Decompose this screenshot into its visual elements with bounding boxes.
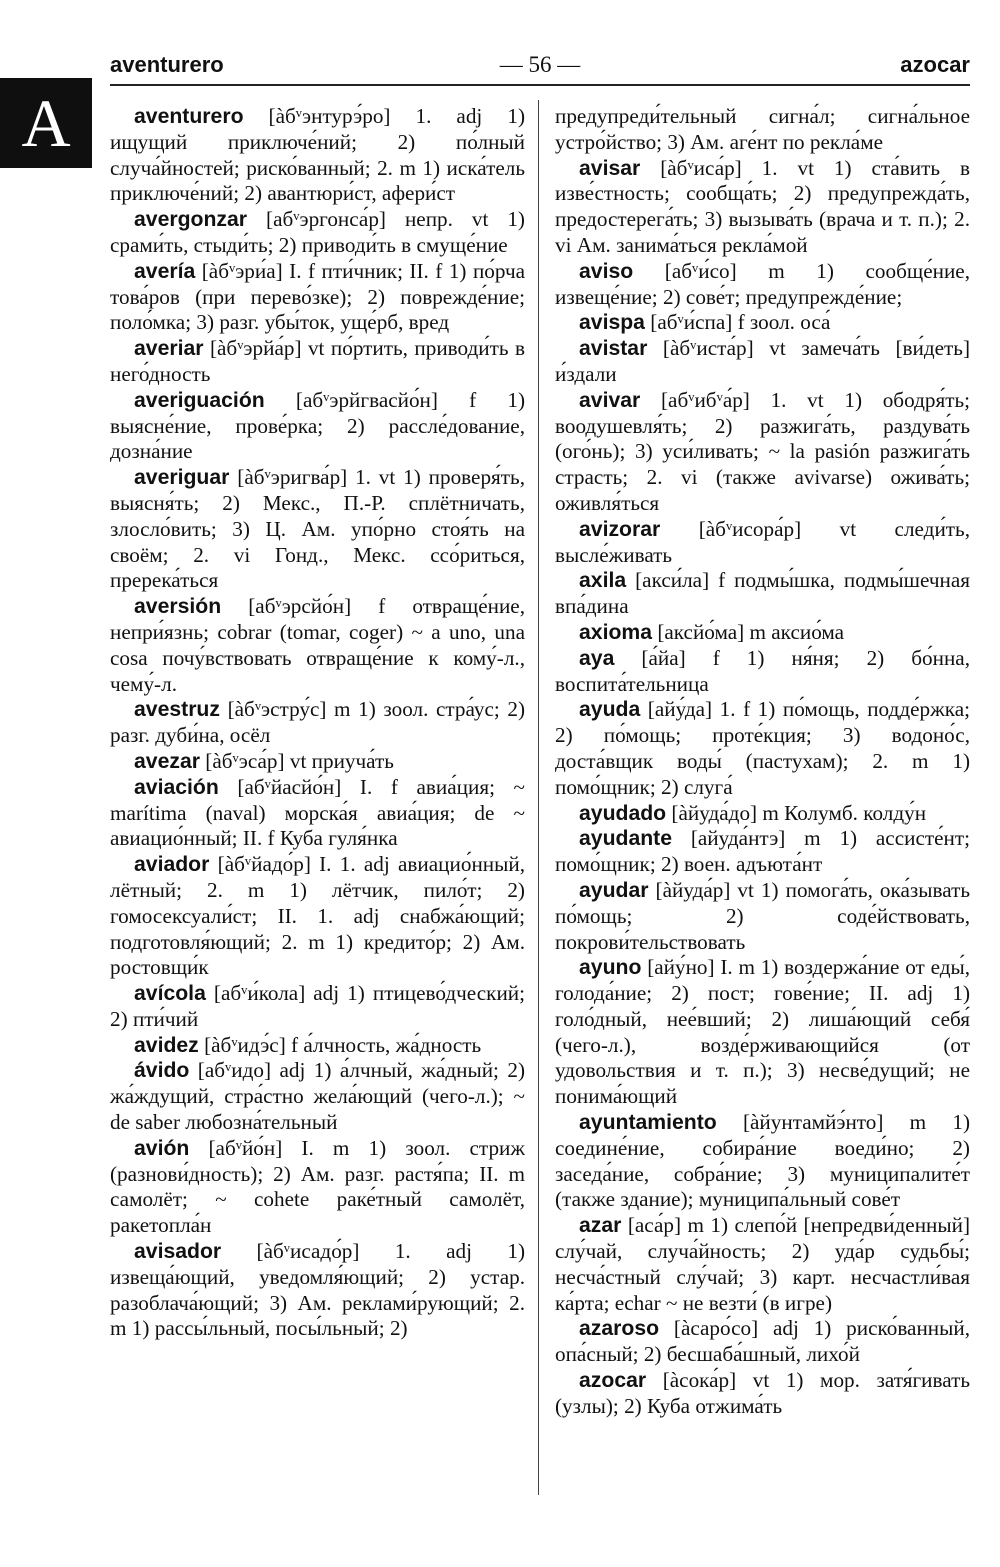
headword: axila bbox=[579, 569, 627, 593]
headword: azar bbox=[579, 1214, 622, 1238]
dictionary-entry bbox=[555, 826, 970, 878]
headword: avizorar bbox=[579, 517, 661, 541]
headword: ayudado bbox=[579, 801, 667, 825]
dictionary-entry bbox=[110, 1033, 525, 1059]
headword: azaroso bbox=[579, 1317, 660, 1341]
entry-definition: [àйуда́до] m Колумб. колду́н bbox=[671, 800, 927, 825]
dictionary-entry bbox=[555, 878, 970, 955]
headword: aversión bbox=[134, 595, 222, 619]
dictionary-entry bbox=[555, 388, 970, 517]
entry-definition: [àбᵛисадо́р] 1. adj 1) извеща́ющий, уведомля́ющий; 2) устар. разоблача́ющий; 3) Ам. реклами́рующий; 2. m 1) рассы́льный, посы́льный; 2) bbox=[110, 1239, 526, 1341]
headword: axioma bbox=[579, 620, 653, 644]
entry-definition: [àбᵛэстру́с] m 1) зоол. стра́ус; 2) разг. дуби́на, осёл bbox=[110, 697, 525, 748]
dictionary-entry bbox=[555, 310, 970, 336]
dictionary-entry bbox=[555, 156, 970, 259]
dictionary-entry bbox=[555, 1368, 970, 1420]
dictionary-entry bbox=[110, 981, 525, 1033]
dictionary-entry bbox=[110, 1136, 525, 1239]
headword: averiguación bbox=[134, 388, 265, 412]
headword: avistar bbox=[579, 337, 648, 361]
entry-definition: [аса́р] m 1) слепо́й [непредви́денный] слу́чай, случа́йность; 2) уда́р судьбы́; несча́стный слу́чай; 3) карт. несчастли́вая ка́рта; echar ~ не везти́ (в игре) bbox=[555, 1213, 970, 1315]
dictionary-entry bbox=[555, 697, 970, 800]
entry-definition: [абᵛи́спа] f зоол. оса́ bbox=[650, 310, 831, 335]
entry-definition: [àбᵛидэ́с] f а́лчность, жа́дность bbox=[204, 1032, 482, 1057]
headword: avícola bbox=[134, 982, 206, 1006]
dictionary-entry bbox=[110, 1058, 525, 1135]
dictionary-entry bbox=[555, 955, 970, 1110]
entry-definition: [àбᵛэрйа́р] vt по́ртить, приводи́ть в него́дность bbox=[110, 336, 526, 386]
entry-definition: [àсаро́со] adj 1) риско́ванный, опа́сный; 2) бесшаба́шный, лихо́й bbox=[555, 1316, 971, 1367]
entry-definition: [акси́ла] f подмы́шка, подмы́шечная впа́дина bbox=[555, 568, 970, 619]
entry-definition: [абᵛи́со] m 1) сообще́ние, извеще́ние; 2) сове́т; предупрежде́ние; bbox=[555, 258, 970, 309]
dictionary-entry bbox=[110, 388, 525, 465]
dictionary-entry bbox=[555, 801, 970, 827]
headword: avivar bbox=[579, 388, 641, 412]
alphabet-tab: A bbox=[0, 78, 92, 168]
entry-definition: [абᵛибᵛа́р] 1. vt 1) ободря́ть; воодушевля́ть; 2) разжига́ть, раздува́ть (ого́нь); 3) уси́ливать; ~ la pasión разжига́ть страсть; 2. vi (также avivarse) ожива́ть; оживля́ться bbox=[555, 387, 970, 515]
left-column bbox=[110, 104, 525, 1342]
entry-definition: [абᵛэрсйо́н] f отвраще́ние, непри́язнь; cobrar (tomar, coger) ~ a uno, una cosa почу́вствовать отвраще́ние к кому́-л., чему́-л. bbox=[110, 594, 525, 696]
header-last-word: azocar bbox=[900, 52, 970, 77]
entry-definition: [абᵛэрйгвасйо́н] f 1) выясне́ние, прове́рка; 2) рассле́дование, дозна́ние bbox=[110, 387, 526, 464]
dictionary-entry bbox=[110, 594, 525, 697]
dictionary-entry bbox=[555, 104, 970, 156]
dictionary-entry bbox=[555, 1213, 970, 1316]
dictionary-entry bbox=[110, 1239, 525, 1342]
dictionary-entry bbox=[110, 336, 525, 388]
dictionary-entry bbox=[110, 465, 525, 594]
dictionary-entry bbox=[110, 852, 525, 981]
entry-definition: предупреди́тельный сигна́л; сигна́льное устро́йство; 3) Ам. аге́нт по рекла́ме bbox=[555, 104, 970, 154]
entry-definition: [àсока́р] vt 1) мор. затя́гивать (узлы); 2) Куба отжима́ть bbox=[555, 1368, 970, 1418]
entry-definition: [àбᵛэнтурэ́ро] 1. adj 1) ищущий приключе́ний; 2) по́лный случа́йностей; риско́ванный; 2. m 1) иска́тель приключе́ний; 2) авантюри́ст, афери́ст bbox=[110, 104, 525, 206]
headword: avestruz bbox=[134, 698, 220, 722]
headword: ayudar bbox=[579, 878, 649, 902]
dictionary-entry bbox=[555, 259, 970, 311]
entry-definition: [àйунтамйэ́нто] m 1) соедине́ние, собира́ние воеди́но; 2) заседа́ние, собра́ние; 3) муниципалите́т (также здание); муниципа́льный сове́т bbox=[555, 1110, 970, 1212]
dictionary-entry bbox=[110, 259, 525, 336]
entry-definition: [абᵛи́кола] adj 1) птицево́дческий; 2) пти́чий bbox=[110, 981, 526, 1031]
entry-definition: [àбᵛэригва́р] 1. vt 1) проверя́ть, выясня́ть; 2) Мекс., П.-Р. сплётничать, злосло́вить; 3) Ц. Ам. упо́рно стоя́ть на своём; 2. vi Гонд., Мекс. ссо́риться, пререка́ться bbox=[110, 465, 526, 593]
dictionary-entry bbox=[555, 336, 970, 388]
entry-definition: [àбᵛиса́р] 1. vt 1) ста́вить в изве́стность; сообща́ть; 2) предупрежда́ть, предостерега́ть; 3) вызыва́ть (врача и т. п.); 2. vi Ам. занима́ться рекла́мой bbox=[555, 155, 971, 257]
headword: avisador bbox=[134, 1240, 222, 1264]
headword: avergonzar bbox=[134, 208, 248, 232]
headword: aviador bbox=[134, 853, 210, 877]
headword: aventurero bbox=[134, 105, 244, 128]
headword: aya bbox=[579, 646, 615, 670]
dictionary-entry bbox=[555, 1110, 970, 1213]
headword: avidez bbox=[134, 1033, 199, 1057]
entry-definition: [айуда́нтэ] m 1) ассисте́нт; помо́щник; 2) воен. адъюта́нт bbox=[555, 826, 971, 877]
entry-definition: [а́йа] f 1) ня́ня; 2) бо́нна, воспита́тельница bbox=[555, 645, 971, 696]
dictionary-entry bbox=[110, 697, 525, 749]
entry-definition: [абᵛэргонса́р] непр. vt 1) срами́ть, стыди́ть; 2) приводи́ть в смуще́ние bbox=[110, 207, 525, 257]
entry-definition: [абᵛйасйо́н] I. f авиа́ция; ~ marítima (naval) морска́я авиа́ция; de ~ авиацио́нный; II. f Куба гуля́нка bbox=[110, 774, 525, 851]
entry-definition: [абᵛйо́н] I. m 1) зоол. стриж (разнови́дность); 2) Ам. разг. растя́па; II. m самолёт; ~ cohete раке́тный самолёт, ракетопла́н bbox=[110, 1135, 526, 1238]
entry-definition: [àбᵛэри́а] I. f пти́чник; II. f 1) по́рча това́ров (при перево́зке); 2) поврежде́ние; поло́мка; 3) разг. убы́ток, уще́рб, вред bbox=[110, 258, 525, 335]
headword: aviación bbox=[134, 775, 219, 799]
page-header bbox=[110, 50, 970, 86]
dictionary-entry bbox=[555, 568, 970, 620]
headword: avezar bbox=[134, 749, 200, 773]
headword: aviso bbox=[579, 259, 634, 283]
dictionary-entry bbox=[110, 207, 525, 259]
headword: ayuda bbox=[579, 698, 641, 722]
entry-definition: [àйуда́р] vt 1) помога́ть, ока́зывать по́мощь; 2) соде́йствовать, покрови́тельствовать bbox=[555, 877, 970, 954]
entry-definition: [àбᵛйадо́р] I. 1. adj авиацио́нный, лётный; 2. m 1) лётчик, пило́т; 2) гомосексуали́ст; II. 1. adj снабжа́ющий; подготовля́ющий; 2. m 1) кредито́р; 2) Ам. ростовщи́к bbox=[110, 852, 525, 980]
page-number: — 56 — bbox=[499, 52, 581, 77]
entry-definition: [аксйо́ма] m аксио́ма bbox=[657, 619, 845, 644]
dictionary-entry bbox=[555, 517, 970, 569]
column-divider bbox=[538, 100, 539, 1495]
entry-definition: [айу́но] I. m 1) воздержа́ние от еды́, голода́ние; 2) пост; гове́ние; II. adj 1) голо́дный, нее́вший; 2) лиша́ющий себя́ (чего-л.), возде́рживающийся (от удовольствия и т. п.); 3) несве́дущий; не понима́ющий bbox=[555, 955, 971, 1109]
headword: avión bbox=[134, 1136, 190, 1160]
entry-definition: [àбᵛиста́р] vt замеча́ть [ви́деть] и́здали bbox=[555, 336, 971, 386]
dictionary-entry bbox=[110, 104, 525, 207]
headword: ávido bbox=[134, 1059, 190, 1083]
headword: azocar bbox=[579, 1369, 647, 1393]
header-first-word: aventurero bbox=[110, 52, 224, 77]
headword: avisar bbox=[579, 156, 641, 180]
right-column bbox=[555, 104, 970, 1420]
dictionary-entry bbox=[110, 775, 525, 852]
dictionary-entry bbox=[555, 620, 970, 646]
headword: ayuntamiento bbox=[579, 1111, 717, 1135]
entry-definition: [àбᵛэса́р] vt приуча́ть bbox=[205, 748, 394, 773]
headword: avispa bbox=[579, 311, 645, 335]
headword: averiar bbox=[134, 337, 204, 361]
headword: ayuno bbox=[579, 956, 642, 980]
entry-definition: [айу́да] 1. f 1) по́мощь, подде́ржка; 2) по́мощь; проте́кция; 3) водоно́с, доста́вщик воды́ (пастухам); 2. m 1) помо́щник; 2) слуга́ bbox=[555, 697, 970, 799]
headword: averiguar bbox=[134, 466, 230, 490]
entry-definition: [àбᵛисора́р] vt следи́ть, высле́живать bbox=[555, 516, 970, 567]
entry-definition: [абᵛидо] adj 1) а́лчный, жа́дный; 2) жа́ждущий, стра́стно жела́ющий (чего-л.); ~ de saber любозна́тельный bbox=[110, 1058, 525, 1135]
dictionary-entry bbox=[555, 1316, 970, 1368]
dictionary-entry bbox=[110, 749, 525, 775]
dictionary-entry bbox=[555, 646, 970, 698]
headword: ayudante bbox=[579, 827, 673, 851]
headword: avería bbox=[134, 259, 196, 283]
